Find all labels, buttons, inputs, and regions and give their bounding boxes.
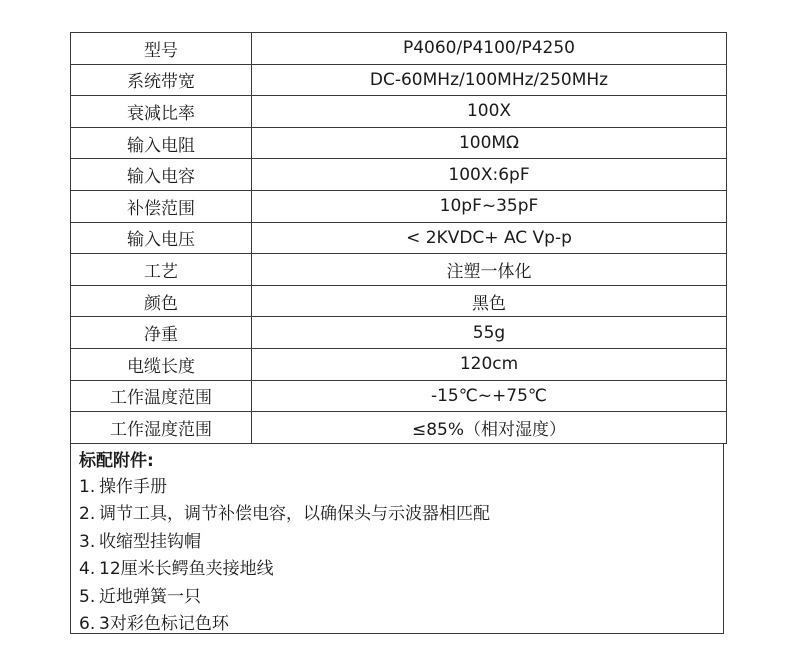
table-row bbox=[71, 380, 727, 412]
list-item bbox=[79, 474, 715, 502]
spec-label: 输入电阻 bbox=[71, 127, 252, 159]
spec-sheet bbox=[70, 32, 727, 634]
list-item-number: 1. bbox=[79, 476, 96, 497]
spec-value: 120cm bbox=[252, 348, 727, 380]
spec-label: 输入电容 bbox=[71, 159, 252, 191]
spec-value: DC-60MHz/100MHz/250MHz bbox=[252, 64, 727, 96]
spec-value: 100X bbox=[252, 96, 727, 128]
table-row bbox=[71, 285, 727, 317]
list-item bbox=[79, 556, 715, 584]
spec-value: < 2KVDC+ AC Vp-p bbox=[252, 222, 727, 254]
table-row bbox=[71, 412, 727, 444]
list-item-text: 收缩型挂钩帽 bbox=[99, 531, 201, 552]
spec-label: 工作湿度范围 bbox=[71, 412, 252, 444]
table-row bbox=[71, 254, 727, 286]
table-row bbox=[71, 64, 727, 96]
list-item-text: 近地弹簧一只 bbox=[99, 586, 201, 607]
spec-value: 100X:6pF bbox=[252, 159, 727, 191]
table-row bbox=[71, 127, 727, 159]
spec-value: 黑色 bbox=[252, 285, 727, 317]
spec-label: 型号 bbox=[71, 33, 252, 65]
spec-label: 电缆长度 bbox=[71, 348, 252, 380]
list-item-text: 3对彩色标记色环 bbox=[99, 614, 229, 635]
list-item-text: 调节工具，调节补偿电容，以确保头与示波器相匹配 bbox=[99, 504, 490, 525]
spec-label: 工作温度范围 bbox=[71, 380, 252, 412]
list-item bbox=[79, 501, 715, 529]
list-item bbox=[79, 611, 715, 639]
spec-value: 100MΩ bbox=[252, 127, 727, 159]
table-row bbox=[71, 96, 727, 128]
table-row bbox=[71, 317, 727, 349]
spec-label: 颜色 bbox=[71, 285, 252, 317]
spec-label: 工艺 bbox=[71, 254, 252, 286]
accessories-title: 标配附件: bbox=[79, 450, 154, 471]
table-row bbox=[71, 33, 727, 65]
spec-label: 补偿范围 bbox=[71, 190, 252, 222]
list-item-text: 操作手册 bbox=[99, 476, 167, 497]
list-item-number: 3. bbox=[79, 531, 96, 552]
table-row bbox=[71, 190, 727, 222]
spec-label: 净重 bbox=[71, 317, 252, 349]
spec-value: P4060/P4100/P4250 bbox=[252, 33, 727, 65]
list-item-text: 12厘米长鳄鱼夹接地线 bbox=[99, 559, 274, 580]
list-item bbox=[79, 529, 715, 557]
accessories-box bbox=[70, 444, 724, 634]
spec-label: 系统带宽 bbox=[71, 64, 252, 96]
table-row bbox=[71, 222, 727, 254]
spec-value: 10pF~35pF bbox=[252, 190, 727, 222]
list-item-number: 4. bbox=[79, 559, 96, 580]
spec-label: 输入电压 bbox=[71, 222, 252, 254]
list-item-number: 6. bbox=[79, 614, 96, 635]
spec-label: 衰减比率 bbox=[71, 96, 252, 128]
list-item-number: 5. bbox=[79, 586, 96, 607]
list-item-number: 2. bbox=[79, 504, 96, 525]
spec-table bbox=[70, 32, 727, 444]
list-item bbox=[79, 584, 715, 612]
spec-value: 注塑一体化 bbox=[252, 254, 727, 286]
table-row bbox=[71, 348, 727, 380]
table-row bbox=[71, 159, 727, 191]
spec-value: -15℃~+75℃ bbox=[252, 380, 727, 412]
spec-value: 55g bbox=[252, 317, 727, 349]
spec-value: ≤85%（相对湿度） bbox=[252, 412, 727, 444]
